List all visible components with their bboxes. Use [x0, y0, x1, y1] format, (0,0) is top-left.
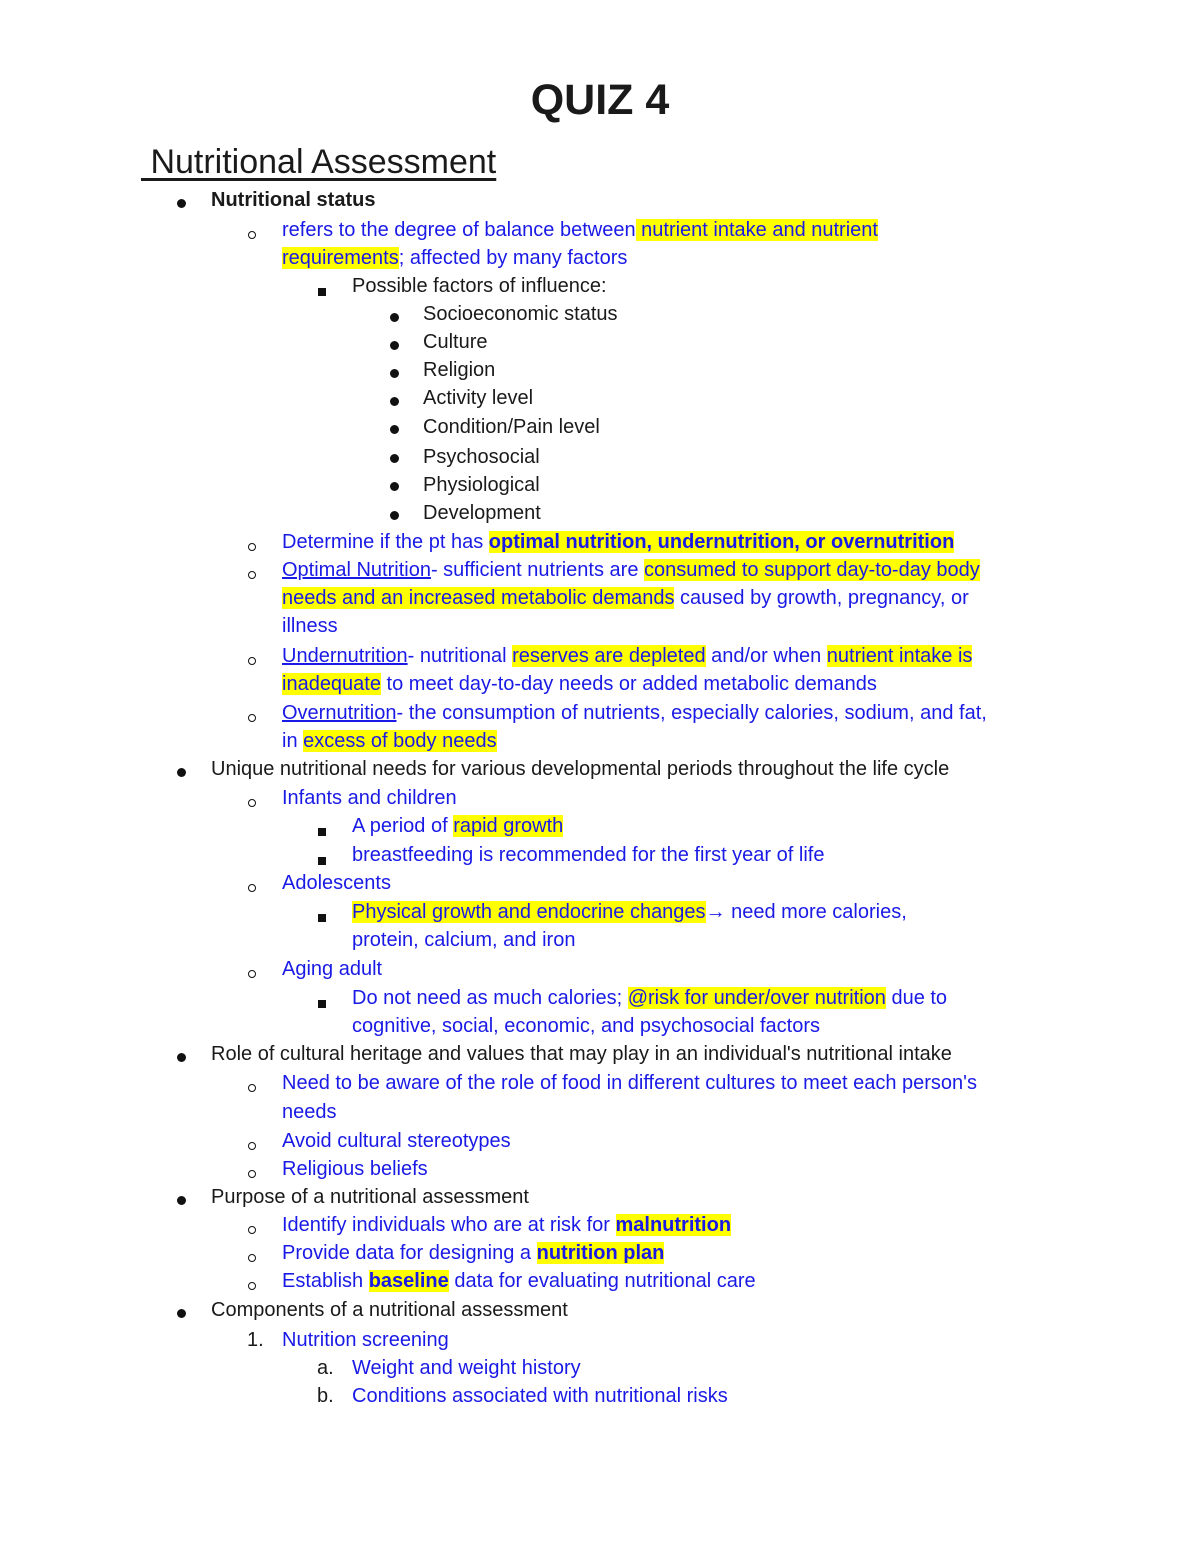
list-item: Optimal Nutrition- sufficient nutrients are consumed to support day-to-day body: [282, 559, 980, 581]
bullet-circle-icon: [248, 531, 256, 559]
bullet-circle-icon: [248, 1242, 256, 1270]
list-item: Psychosocial: [423, 446, 540, 468]
list-item: Weight and weight history: [352, 1357, 581, 1379]
bullet-dot-icon: [390, 471, 399, 499]
bullet-dot-icon: [390, 500, 399, 528]
bullet-circle-icon: [248, 559, 256, 587]
bullet-dot-icon: [177, 1298, 186, 1326]
bullet-circle-icon: [248, 1158, 256, 1186]
list-item: Development: [423, 502, 541, 524]
bullet-circle-icon: [248, 872, 256, 900]
list-item: breastfeeding is recommended for the first year of life: [352, 844, 825, 866]
list-item: Culture: [423, 331, 488, 353]
bullet-square-icon: [318, 276, 326, 304]
list-item: Infants and children: [282, 787, 457, 809]
list-item: Activity level: [423, 387, 534, 409]
bullet-circle-icon: [248, 645, 256, 673]
bullet-circle-icon: [248, 1214, 256, 1242]
list-item: A period of rapid growth: [352, 815, 564, 837]
list-item: Provide data for designing a nutrition plan: [282, 1242, 665, 1264]
bullet-circle-icon: [248, 1130, 256, 1158]
list-item: Role of cultural heritage and values that may play in an individual's nutritional intake: [211, 1043, 952, 1065]
list-item-continuation: requirements; affected by many factors: [282, 247, 628, 269]
list-item: Determine if the pt has optimal nutrition, undernutrition, or overnutrition: [282, 531, 955, 553]
bullet-circle-icon: [248, 702, 256, 730]
bullet-dot-icon: [390, 386, 399, 414]
bullet-square-icon: [318, 902, 326, 930]
bullet-dot-icon: [177, 757, 186, 785]
bullet-dot-icon: [177, 1042, 186, 1070]
bullet-square-icon: [318, 988, 326, 1016]
list-item: Adolescents: [282, 872, 391, 894]
list-item: Condition/Pain level: [423, 416, 600, 438]
bullet-dot-icon: [390, 330, 399, 358]
list-item: Religious beliefs: [282, 1158, 428, 1180]
list-item: Unique nutritional needs for various developmental periods throughout the life cycle: [211, 758, 950, 780]
list-item: Identify individuals who are at risk for malnutrition: [282, 1214, 732, 1236]
section-heading: Nutritional Assessment: [141, 143, 497, 181]
bullet-dot-icon: [390, 302, 399, 330]
list-item: Physical growth and endocrine changes→ need more calories,: [352, 901, 907, 923]
list-item-continuation: illness: [282, 615, 338, 637]
list-item: Conditions associated with nutritional risks: [352, 1385, 728, 1407]
bullet-circle-icon: [248, 219, 256, 247]
list-item: Avoid cultural stereotypes: [282, 1130, 511, 1152]
bullet-circle-icon: [248, 1072, 256, 1100]
list-item: Purpose of a nutritional assessment: [211, 1186, 529, 1208]
bullet-dot-icon: [390, 358, 399, 386]
list-item: Overnutrition- the consumption of nutrients, especially calories, sodium, and fat,: [282, 702, 987, 724]
list-marker: b.: [317, 1385, 334, 1407]
list-item: Establish baseline data for evaluating nutritional care: [282, 1270, 756, 1292]
list-item-continuation: needs and an increased metabolic demands caused by growth, pregnancy, or: [282, 587, 969, 609]
bullet-dot-icon: [390, 414, 399, 442]
bullet-square-icon: [318, 816, 326, 844]
list-item-continuation: protein, calcium, and iron: [352, 929, 576, 951]
list-item: Components of a nutritional assessment: [211, 1299, 568, 1321]
list-item-continuation: needs: [282, 1101, 337, 1123]
list-item-continuation: in excess of body needs: [282, 730, 497, 752]
list-item: Religion: [423, 359, 496, 381]
list-item: Do not need as much calories; @risk for under/over nutrition due to: [352, 987, 948, 1009]
bullet-circle-icon: [248, 787, 256, 815]
bullet-dot-icon: [177, 188, 186, 216]
bullet-circle-icon: [248, 1270, 256, 1298]
page-title: QUIZ 4: [530, 76, 670, 124]
bullet-dot-icon: [390, 443, 399, 471]
list-item: Nutritional status: [211, 189, 376, 211]
list-marker: 1.: [247, 1329, 264, 1351]
list-item: Nutrition screening: [282, 1329, 449, 1351]
list-item: Need to be aware of the role of food in different cultures to meet each person's: [282, 1072, 977, 1094]
bullet-circle-icon: [248, 958, 256, 986]
bullet-dot-icon: [177, 1185, 186, 1213]
list-item: Aging adult: [282, 958, 383, 980]
list-marker: a.: [317, 1357, 334, 1379]
list-item: refers to the degree of balance between nutrient intake and nutrient: [282, 219, 878, 241]
list-item: Physiological: [423, 474, 540, 496]
list-item-continuation: cognitive, social, economic, and psychosocial factors: [352, 1015, 821, 1037]
list-item: Socioeconomic status: [423, 303, 618, 325]
list-item: Undernutrition- nutritional reserves are depleted and/or when nutrient intake is: [282, 645, 973, 667]
list-item: Possible factors of influence:: [352, 275, 607, 297]
list-item-continuation: inadequate to meet day-to-day needs or added metabolic demands: [282, 673, 877, 695]
